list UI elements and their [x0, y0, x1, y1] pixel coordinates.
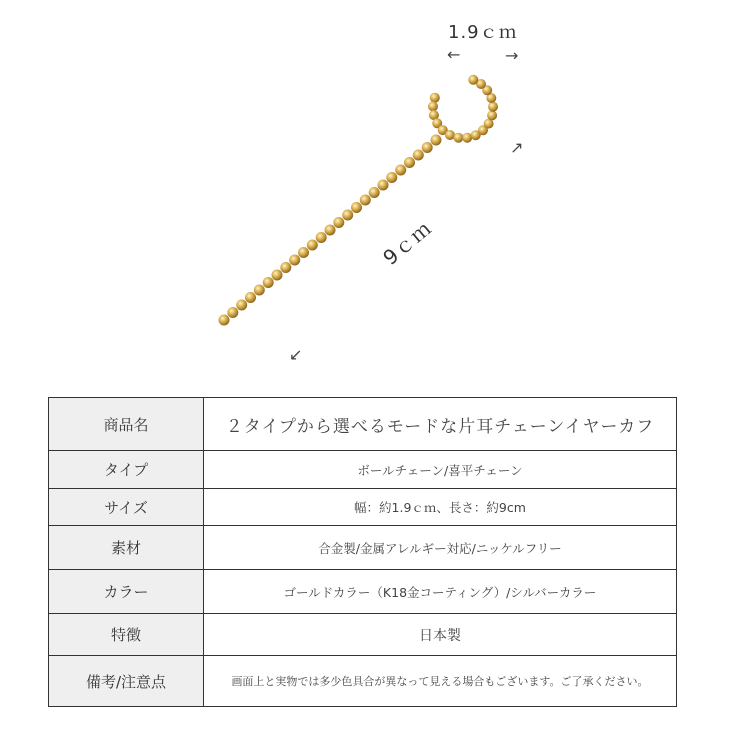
spec-label: 商品名 — [49, 398, 204, 451]
chain-bead — [462, 133, 472, 143]
chain-bead — [245, 292, 256, 303]
chain-bead — [307, 240, 318, 251]
chain-bead — [342, 210, 353, 221]
chain-bead — [395, 165, 406, 176]
chain-bead — [413, 150, 424, 161]
spec-label: 素材 — [49, 526, 204, 570]
spec-label: タイプ — [49, 451, 204, 489]
spec-label: 備考/注意点 — [49, 656, 204, 707]
chain-bead — [316, 232, 327, 243]
chain-bead — [272, 270, 283, 281]
spec-value: ボールチェーン/喜平チェーン — [204, 451, 677, 489]
chain-bead — [280, 262, 291, 273]
spec-row-feature — [49, 614, 677, 656]
spec-value: ２タイプから選べるモードな片耳チェーンイヤーカフ — [204, 398, 677, 451]
chain-bead — [487, 110, 497, 120]
chain-bead — [453, 133, 463, 143]
chain-bead — [351, 202, 362, 213]
spec-value: 画面上と実物では多少色具合が異なって見える場合もございます。ご了承ください。 — [204, 656, 677, 707]
spec-value: ゴールドカラー（K18金コーティング）/シルバーカラー — [204, 570, 677, 614]
length-dimension-label: 9ｃｍ — [378, 215, 437, 270]
chain-bead — [360, 195, 371, 206]
spec-row-product-name — [49, 398, 677, 451]
chain-bead — [325, 225, 336, 236]
chain-bead — [430, 93, 440, 103]
spec-row-type — [49, 451, 677, 489]
spec-value: 幅：約1.9ｃｍ、長さ：約9cm — [204, 489, 677, 526]
arrow-right-icon: → — [505, 46, 519, 65]
arrow-left-icon: ← — [447, 45, 461, 64]
chain-bead — [431, 135, 442, 146]
chain-bead — [369, 187, 380, 198]
spec-row-color — [49, 570, 677, 614]
chain-bead — [227, 307, 238, 318]
arrow-down-left-icon: ↙ — [289, 345, 303, 364]
spec-row-material — [49, 526, 677, 570]
product-spec-table — [48, 397, 677, 707]
spec-value: 日本製 — [204, 614, 677, 656]
chain-bead — [263, 277, 274, 288]
spec-label: 特徴 — [49, 614, 204, 656]
spec-row-notes — [49, 656, 677, 707]
chain-bead — [428, 101, 438, 111]
chain-bead — [378, 180, 389, 191]
chain-bead — [468, 75, 478, 85]
chain-bead — [236, 300, 247, 311]
chain-bead — [488, 102, 498, 112]
spec-label: カラー — [49, 570, 204, 614]
spec-value: 合金製/金属アレルギー対応/ニッケルフリー — [204, 526, 677, 570]
chain-bead — [422, 142, 433, 153]
chain-bead — [333, 217, 344, 228]
chain-bead — [219, 315, 230, 326]
spec-row-size — [49, 489, 677, 526]
chain-bead — [289, 255, 300, 266]
chain-bead — [386, 172, 397, 183]
chain-bead — [298, 247, 309, 258]
chain-bead — [254, 285, 265, 296]
chain-bead — [404, 157, 415, 168]
arrow-up-right-icon: ↗ — [510, 138, 524, 157]
width-dimension-label: 1.9ｃｍ — [448, 22, 518, 43]
spec-label: サイズ — [49, 489, 204, 526]
